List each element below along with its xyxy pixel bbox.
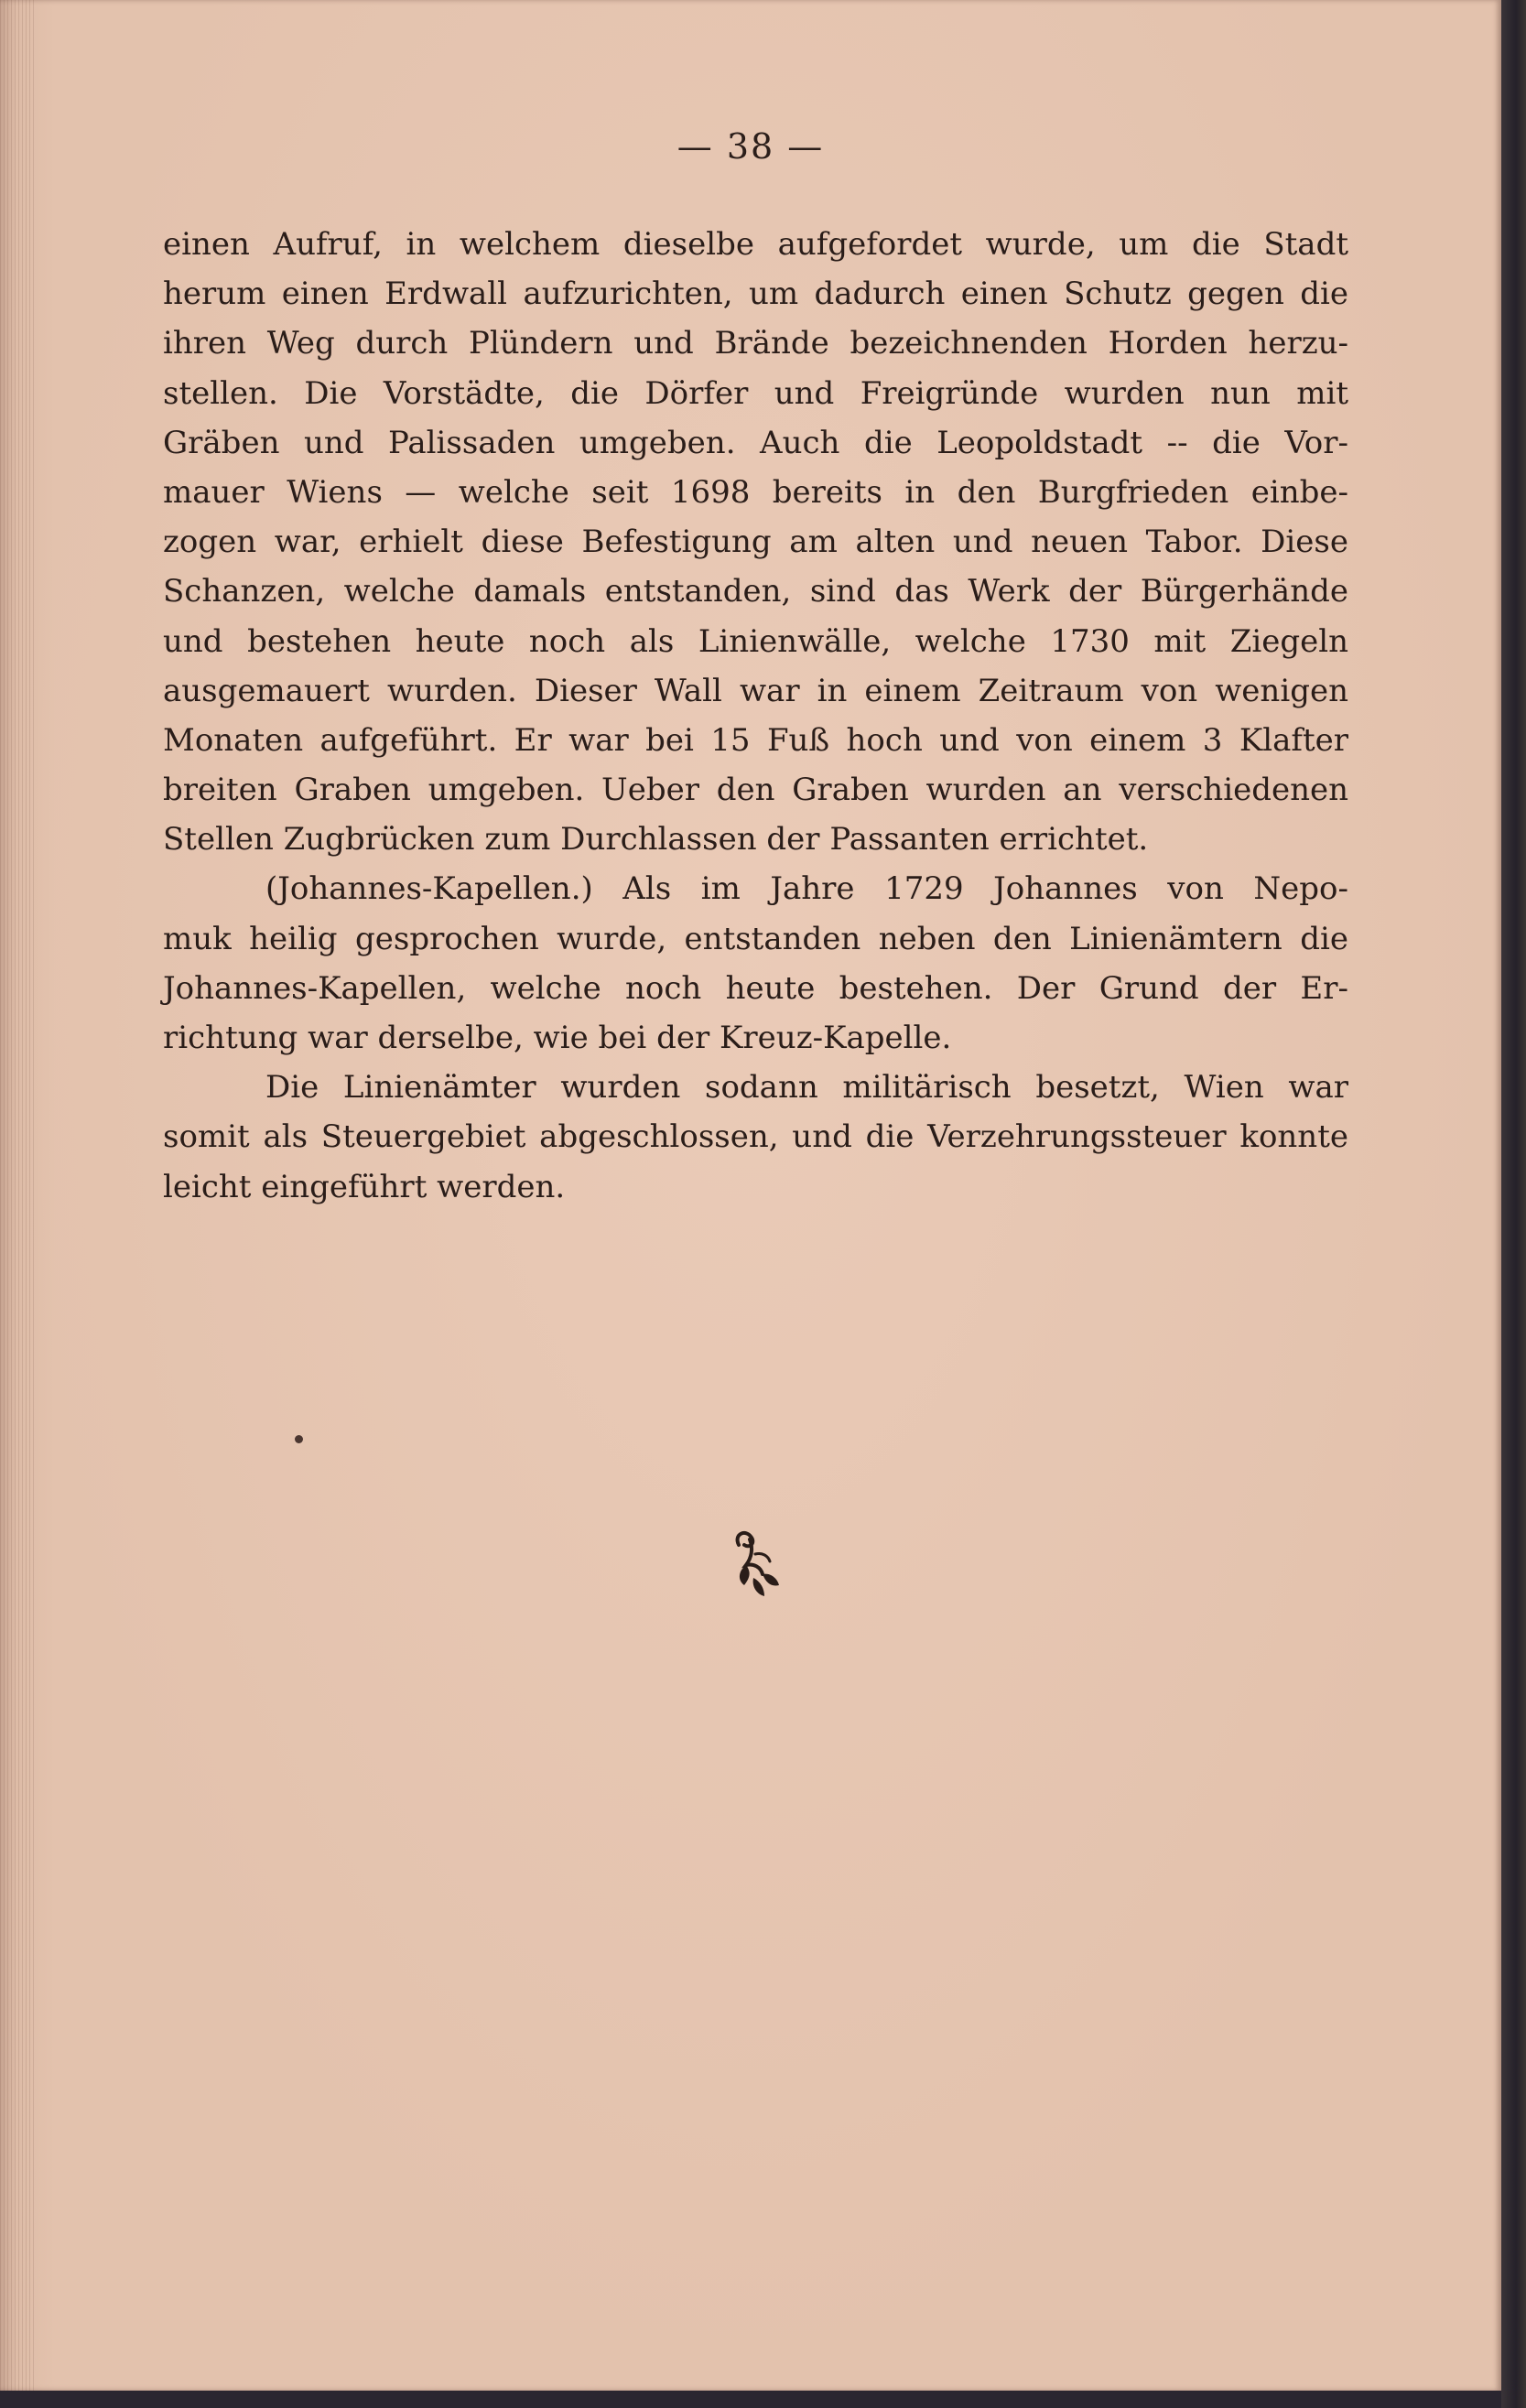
text-line: somit als Steuergebiet abgeschlossen, und die Verzehrungssteuer konnte (163, 1118, 1348, 1156)
paragraph-1 (163, 220, 1348, 864)
text-line: Schanzen, welche damals entstanden, sind das Werk der Bürgerhände (163, 573, 1348, 610)
paragraph-3 (163, 1063, 1348, 1212)
ink-speck (295, 1435, 303, 1443)
text-line: richtung war derselbe, wie bei der Kreuz-Kapelle. (163, 1020, 952, 1056)
text-line: zogen war, erhielt diese Befestigung am alten und neuen Tabor. Diese (163, 524, 1348, 561)
text-line: Johannes-Kapellen, welche noch heute bestehen. Der Grund der Er- (163, 969, 1348, 1007)
text-line: ihren Weg durch Plündern und Brände bezeichnenden Horden herzu- (163, 325, 1348, 362)
paragraph-2 (163, 864, 1348, 1063)
book-binding (1501, 0, 1526, 2408)
text-line: Gräben und Palissaden umgeben. Auch die Leopoldstadt -- die Vor- (163, 424, 1348, 461)
text-line: (Johannes-Kapellen.) Als im Jahre 1729 Johannes von Nepo- (265, 870, 1348, 908)
text-line: einen Aufruf, in welchem dieselbe aufgefordet wurde, um die Stadt (163, 226, 1348, 263)
page-edge-shading (0, 0, 37, 2391)
fleuron-ornament-icon (730, 1527, 785, 1600)
text-line: muk heilig gesprochen wurde, entstanden neben den Linienämtern die (163, 920, 1348, 957)
text-line: mauer Wiens — welche seit 1698 bereits in den Burgfrieden einbe- (163, 473, 1348, 511)
text-line: stellen. Die Vorstädte, die Dörfer und Freigründe wurden nun mit (163, 374, 1348, 412)
text-line: Monaten aufgeführt. Er war bei 15 Fuß hoch und von einem 3 Klafter (163, 721, 1348, 759)
text-line: Die Linienämter wurden sodann militärisch besetzt, Wien war (265, 1069, 1348, 1107)
text-line: breiten Graben umgeben. Ueber den Graben wurden an verschiedenen (163, 772, 1348, 809)
page-number: — 38 — (676, 126, 825, 167)
text-line: und bestehen heute noch als Linienwälle, welche 1730 mit Ziegeln (163, 622, 1348, 660)
text-line: Stellen Zugbrücken zum Durchlassen der Passanten errichtet. (163, 821, 1149, 858)
text-line: herum einen Erdwall aufzurichten, um dadurch einen Schutz gegen die (163, 275, 1348, 313)
scan-background (0, 2391, 1501, 2408)
body-text (163, 220, 1348, 1212)
text-line: leicht eingeführt werden. (163, 1168, 566, 1205)
text-line: ausgemauert wurden. Dieser Wall war in einem Zeitraum von wenigen (163, 672, 1348, 709)
